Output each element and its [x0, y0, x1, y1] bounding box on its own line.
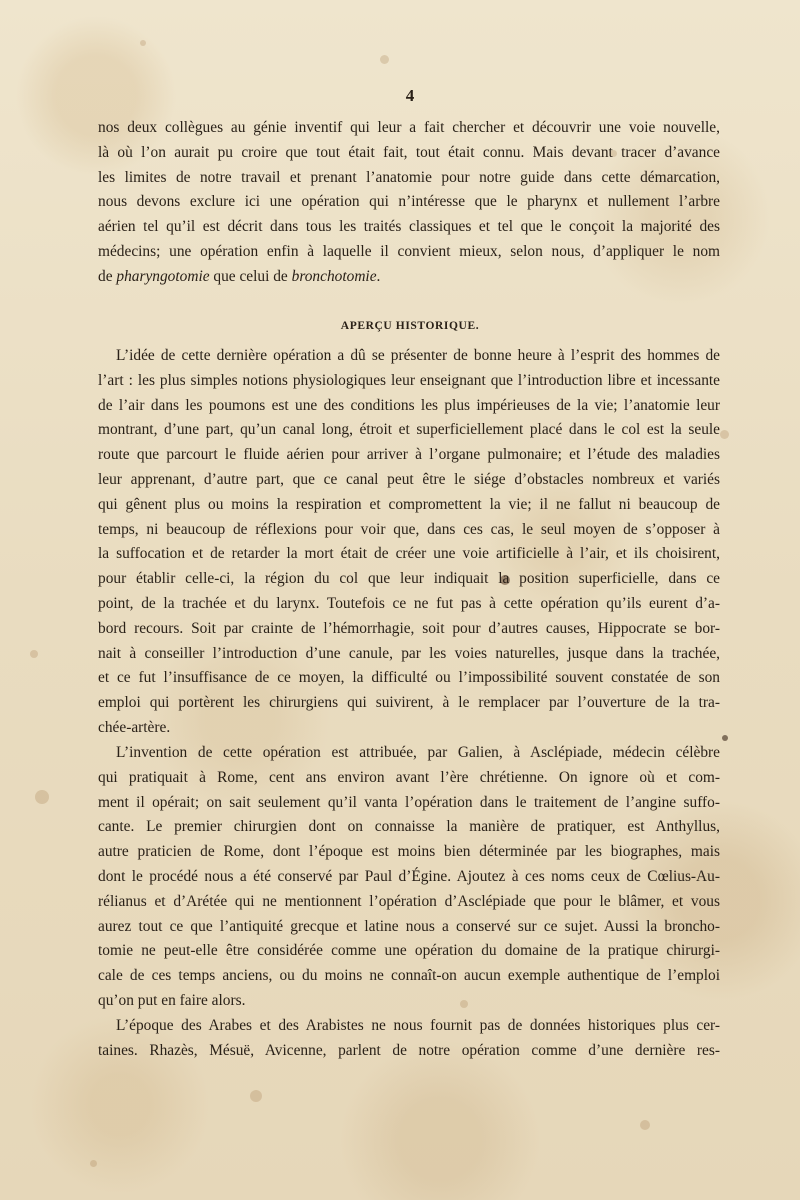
text-line: aérien tel qu’il est décrit dans tous les traités classiques et tel que le conçoit la majorité des — [98, 218, 720, 236]
text-line: ment il opérait; on sait seulement qu’il vanta l’opération dans le traitement de l’angine suffo- — [98, 793, 720, 811]
foxing-spot — [250, 1090, 262, 1102]
paragraph-3 — [98, 1014, 720, 1064]
text-line: L’idée de cette dernière opération a dû se présenter de bonne heure à l’esprit des hommes de — [116, 347, 720, 364]
text-line: temps, ni beaucoup de réflexions pour voir que, dans ces cas, le seul moyen de s’opposer à — [98, 520, 720, 538]
text-line: médecins; une opération enfin à laquelle il convient mieux, selon nous, d’appliquer le nom — [98, 242, 720, 260]
text-line: l’art : les plus simples notions physiologiques leur enseignant que l’introduction libre et incessante — [98, 371, 720, 389]
intro-paragraph — [98, 116, 720, 290]
section-heading: APERÇU HISTORIQUE. — [340, 320, 480, 332]
foxing-spot — [720, 430, 729, 439]
text-line: cale de ces temps anciens, ou du moins ne connaît-on aucun exemple authentique de l’emploi — [98, 967, 720, 985]
text-line: emploi qui portèrent les chirurgiens qui suivirent, à le remplacer par l’ouverture de la tra- — [98, 694, 720, 712]
text-line: tomie ne peut-elle être considérée comme une opération du domaine de la pratique chirurgi- — [98, 942, 720, 960]
text-line: montrant, d’une part, qu’un canal long, étroit et superficiellement placé dans le col est la seule — [98, 421, 720, 439]
term-bronchotomie: bronchotomie — [291, 267, 377, 285]
paragraph-1 — [98, 344, 720, 741]
foxing-spot — [90, 1160, 97, 1167]
foxing-spot — [722, 735, 728, 741]
text-line: autre praticien de Rome, dont l’époque est moins bien déterminée par les biographes, mais — [98, 843, 720, 861]
text-line: qu’on put en faire alors. — [98, 991, 246, 1009]
text-line: taines. Rhazès, Mésuë, Avicenne, parlent de notre opération comme d’une dernière res- — [98, 1041, 720, 1059]
text-line: de l’air dans les poumons est une des conditions les plus impérieuses de la vie; l’anatomie leur — [98, 396, 720, 414]
text-line: route que parcourt le fluide aérien pour arriver à l’organe pulmonaire; et l’étude des maladies — [98, 446, 720, 464]
text-line: là où l’on aurait pu croire que tout était fait, tout était connu. Mais devant tracer d’avance — [98, 143, 720, 161]
text-line: L’époque des Arabes et des Arabistes ne nous fournit pas de données historiques plus cer- — [116, 1017, 720, 1034]
text-line: rélianus et d’Arétée qui ne mentionnent l’opération d’Asclépiade que pour le blâmer, et vous — [98, 892, 720, 910]
page-number: 4 — [405, 86, 415, 105]
text-line: chée-artère. — [98, 718, 171, 736]
text-fragment: . — [376, 267, 381, 285]
text-line: et ce fut l’insuffisance de ce moyen, la difficulté ou l’impossibilité souvent constatée de son — [98, 669, 720, 687]
text-line: aurez tout ce que l’antiquité grecque et latine nous a conservé sur ce sujet. Aussi la broncho- — [98, 917, 720, 935]
text-fragment: de — [98, 267, 117, 285]
text-line: bord recours. Soit par crainte de l’hémorrhagie, soit pour d’autres causes, Hippocrate se bor- — [98, 619, 720, 637]
text-line: dont le procédé nous a été conservé par Paul d’Égine. Ajoutez à ces noms ceux de Cœlius-Au- — [98, 867, 720, 885]
text-line: cante. Le premier chirurgien dont on connaisse la manière de pratiquer, est Anthyllus, — [98, 818, 720, 836]
text-line: qui gênent plus ou moins la respiration et compromettent la vie; il ne fallut ni beaucoup de — [98, 495, 720, 513]
text-line: la suffocation et de retarder la mort était de créer une voie artificielle à l’air, et ils choisirent, — [98, 545, 720, 563]
foxing-spot — [35, 790, 49, 804]
text-line: les limites de notre travail et prenant l’anatomie pour notre guide dans cette démarcation, — [98, 168, 720, 186]
foxing-spot — [640, 1120, 650, 1130]
foxing-spot — [140, 40, 146, 46]
text-fragment: que celui de — [209, 267, 292, 285]
text-line: nait à conseiller l’introduction d’une canule, par les voies naturelles, jusque dans la trachée, — [98, 644, 720, 662]
term-pharyngotomie: pharyngotomie — [116, 267, 210, 285]
text-line: nos deux collègues au génie inventif qui leur a fait chercher et découvrir une voie nouvelle, — [98, 119, 720, 136]
foxing-spot — [30, 650, 38, 658]
text-line: nous devons exclure ici une opération qui n’intéresse que le pharynx et nullement l’arbre — [98, 193, 720, 211]
paragraph-2 — [98, 741, 720, 1014]
text-line: qui pratiquait à Rome, cent ans environ avant l’ère chrétienne. On ignore où et com- — [98, 768, 720, 786]
foxing-spot — [380, 55, 389, 64]
text-line: pour établir celle-ci, la région du col que leur indiquait la position superficielle, dans ce — [98, 570, 720, 588]
text-line — [98, 265, 720, 290]
text-line: leur apprenant, d’autre part, que ce canal peut être le siége d’obstacles nombreux et variés — [98, 470, 720, 488]
text-line: point, de la trachée et du larynx. Toutefois ce ne fut pas à cette opération qu’ils eurent d’a- — [98, 594, 720, 612]
text-line: L’invention de cette opération est attribuée, par Galien, à Asclépiade, médecin célèbre — [116, 744, 720, 761]
